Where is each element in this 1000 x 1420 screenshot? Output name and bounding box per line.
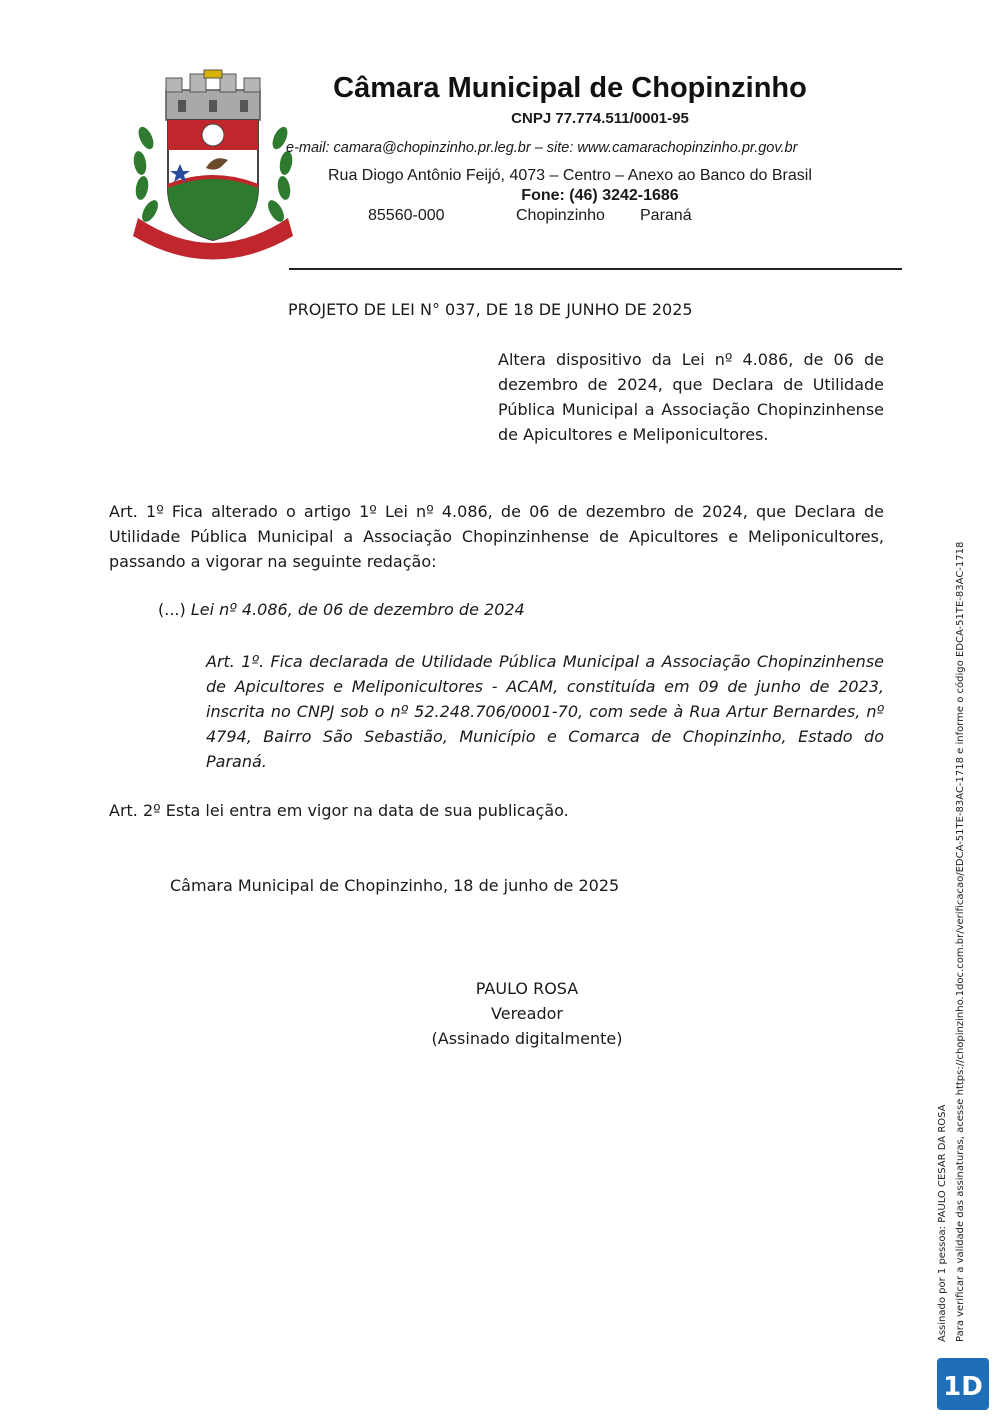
place-date: Câmara Municipal de Chopinzinho, 18 de junho de 2025 [170, 876, 620, 895]
coat-of-arms-emblem [128, 68, 298, 268]
phone-line: Fone: (46) 3242-1686 [521, 187, 679, 204]
cep-text: 85560-000 [368, 207, 445, 224]
shield-icon [168, 120, 258, 240]
cnpj-text: CNPJ 77.774.511/0001-95 [511, 110, 689, 127]
law-reference-prefix: (...) [158, 600, 186, 619]
law-reference-text: Lei nº 4.086, de 06 de dezembro de 2024 [190, 600, 525, 619]
signature-block [400, 976, 654, 1051]
signature-note: (Assinado digitalmente) [431, 1029, 623, 1048]
1doc-badge-label: 1D [943, 1372, 983, 1402]
city-text: Chopinzinho [516, 207, 605, 224]
contact-line: e-mail: camara@chopinzinho.pr.leg.br – site: www.camarachopinzinho.pr.gov.br [286, 140, 798, 156]
ementa-paragraph: Altera dispositivo da Lei nº 4.086, de 06 de dezembro de 2024, que Declara de Utilidade Pública Municipal a Associação Chopinzinhense de Apicultores e Meliponicultores. [498, 350, 884, 444]
institution-name: Câmara Municipal de Chopinzinho [333, 72, 807, 104]
state-text: Paraná [640, 207, 692, 224]
signer-role: Vereador [491, 1004, 563, 1023]
signer-name: PAULO ROSA [475, 979, 579, 998]
article-2-paragraph: Art. 2º Esta lei entra em vigor na data de sua publicação. [109, 801, 569, 820]
header-divider [289, 268, 902, 270]
law-reference [158, 600, 525, 619]
quoted-article: Art. 1º. Fica declarada de Utilidade Pública Municipal a Associação Chopinzinhense de Apicultores e Meliponicultores - ACAM, constituída em 09 de junho de 2023, inscrita no CNPJ sob o nº 52.248.706/0001-70, com sede à Rua Artur Bernardes, nº 4794, Bairro São Sebastião, Município e Comarca de Chopinzinho, Estado do Paraná. [206, 652, 884, 771]
signed-by-text: Assinado por 1 pessoa: PAULO CESAR DA ROSA [937, 1104, 948, 1342]
article-1-paragraph: Art. 1º Fica alterado o artigo 1º Lei nº 4.086, de 06 de dezembro de 2024, que Declara de Utilidade Pública Municipal a Associação Chopinzinhense de Apicultores e Meliponicultores, passando a vigorar na seguinte redação: [109, 502, 884, 571]
document-title: PROJETO DE LEI N° 037, DE 18 DE JUNHO DE 2025 [288, 300, 693, 319]
mural-crown-icon [166, 70, 260, 120]
laurel-left-icon [132, 125, 161, 225]
verification-text: Para verificar a validade das assinaturas, acesse https://chopinzinho.1doc.com.br/verificacao/EDCA-51TE-83AC-1718 e informe o código EDCA-51TE-83AC-1718 [955, 541, 966, 1342]
address-line: Rua Diogo Antônio Feijó, 4073 – Centro – Anexo ao Banco do Brasil [328, 167, 812, 184]
1doc-badge-icon [937, 1358, 989, 1410]
